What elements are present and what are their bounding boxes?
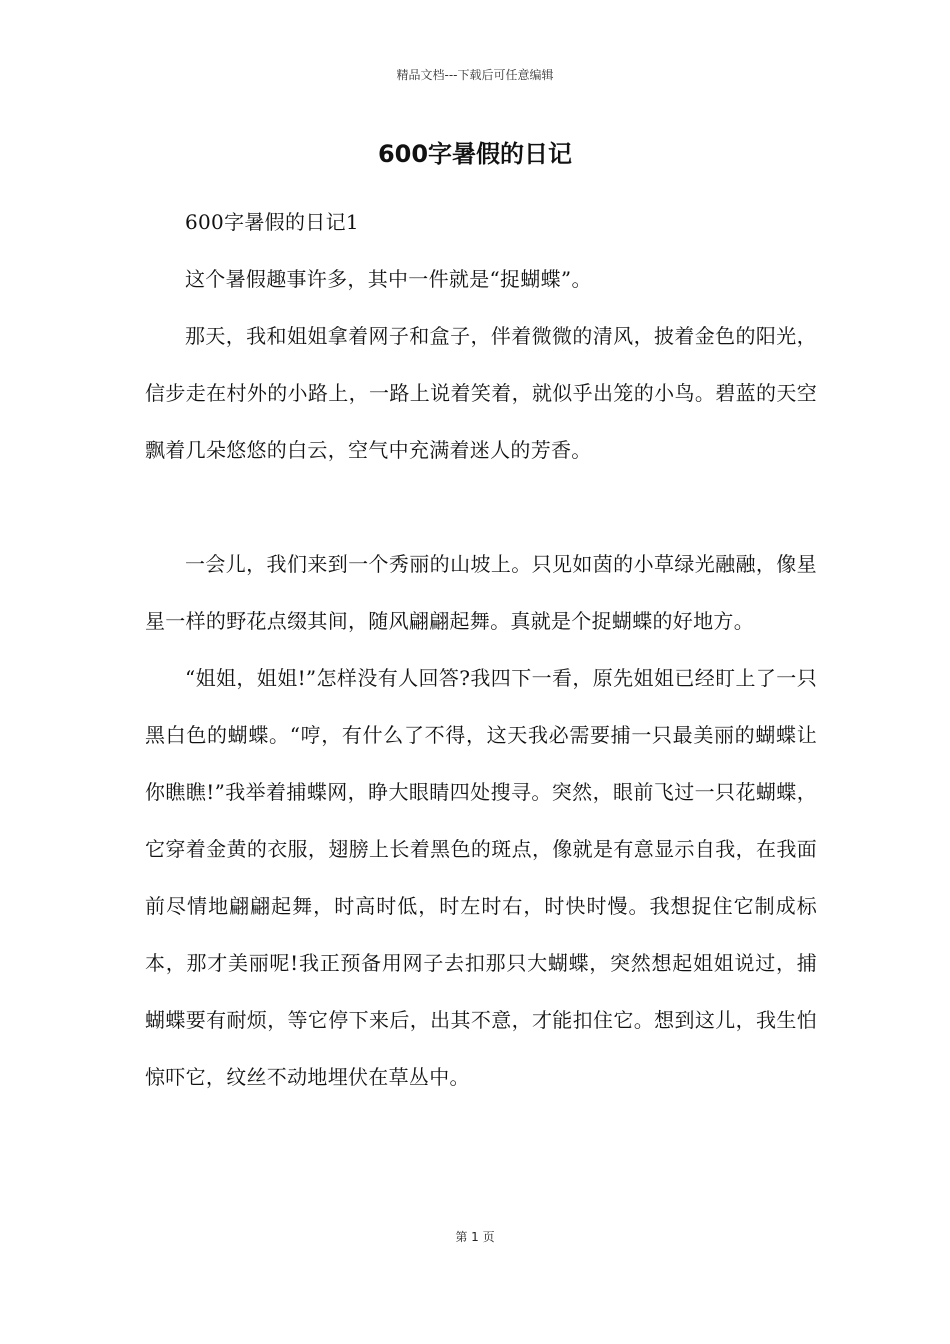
document-title: 600字暑假的日记 bbox=[377, 140, 573, 168]
paragraph: 一会儿，我们来到一个秀丽的山坡上。只见如茵的小草绿光融融，像星星一样的野花点缀其间，随风翩翩起舞。真就是个捉蝴蝶的好地方。 bbox=[145, 552, 817, 633]
document-body bbox=[145, 194, 817, 1106]
paragraph: 这个暑假趣事许多，其中一件就是“捉蝴蝶”。 bbox=[185, 267, 592, 291]
diary-subtitle: 600字暑假的日记1 bbox=[185, 210, 359, 234]
page-number: 第 1 页 bbox=[455, 1230, 495, 1244]
paragraph: 那天，我和姐姐拿着网子和盒子，伴着微微的清风，披着金色的阳光，信步走在村外的小路上，一路上说着笑着，就似乎出笼的小鸟。碧蓝的天空飘着几朵悠悠的白云，空气中充满着迷人的芳香。 bbox=[145, 324, 817, 462]
paragraph: “姐姐，姐姐!”怎样没有人回答?我四下一看，原先姐姐已经盯上了一只黑白色的蝴蝶。“哼，有什么了不得，这天我必需要捕一只最美丽的蝴蝶让你瞧瞧!”我举着捕蝶网，睁大眼睛四处搜寻。突然，眼前飞过一只花蝴蝶，它穿着金黄的衣服，翅膀上长着黑色的斑点，像就是有意显示自我，在我面前尽情地翩翩起舞，时高时低，时左时右，时快时慢。我想捉住它制成标本，那才美丽呢!我正预备用网子去扣那只大蝴蝶，突然想起姐姐说过，捕蝴蝶要有耐烦，等它停下来后，出其不意，才能扣住它。想到这儿，我生怕惊吓它，纹丝不动地埋伏在草丛中。 bbox=[145, 666, 817, 1089]
header-note: 精品文档---下载后可任意编辑 bbox=[396, 68, 554, 82]
